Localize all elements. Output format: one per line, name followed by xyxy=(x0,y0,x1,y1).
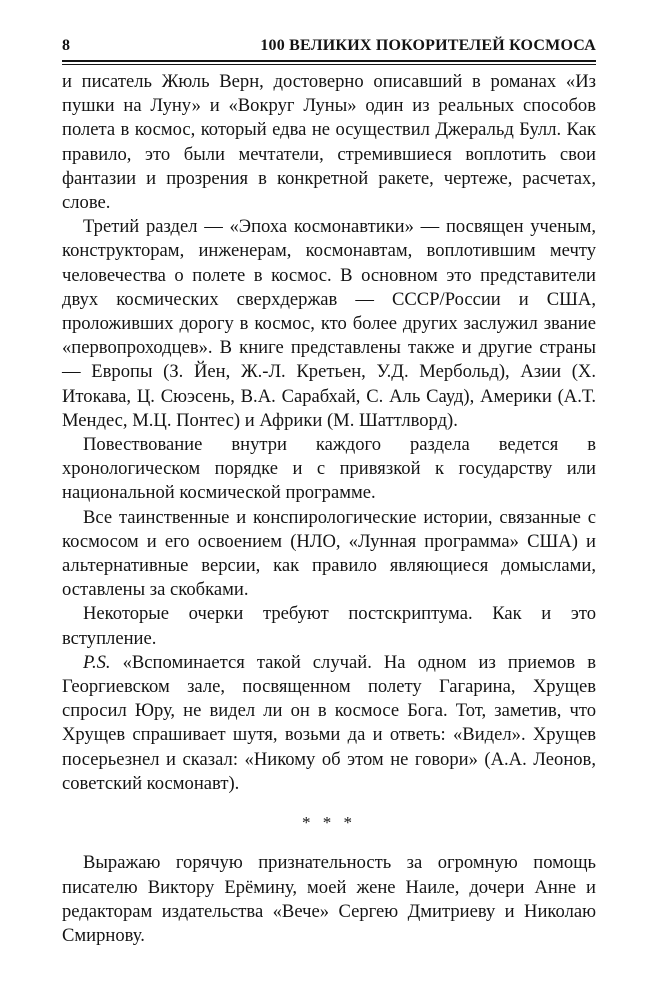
paragraph-third-section: Третий раздел — «Эпоха космонавтики» — посвящен ученым, конструкторам, инженерам, космонавтам, воплотившим мечту человечества о полете в космос. В основном это представители двух космических сверхдержав — СССР/России и США, проложивших дорогу в космос, кто более других заслужил звание «первопроходцев». В книге представлены также и другие страны — Европы (З. Йен, Ж.-Л. Кретьен, У.Д. Мербольд), Азии (Х. Итокава, Ц. Сюэсень, В.А. Сарабхай, С. Аль Сауд), Америки (А.Т. Мендес, М.Ц. Понтес) и Африки (М. Шаттлворд). xyxy=(62,216,596,431)
postscript-label: P.S. xyxy=(83,651,111,673)
paragraph-postscript-intro: Некоторые очерки требуют постскриптума. Как и это вступление. xyxy=(62,603,596,649)
body-text xyxy=(62,70,596,948)
section-separator: * * * xyxy=(302,813,356,833)
postscript-text: «Вспоминается такой случай. На одном из приемов в Георгиевском зале, посвященном полету Гагарина, Хрущев спросил Юру, не видел ли он в космосе Бога. Тот, заметив, что Хрущев спрашивает шутя, возьми да и ответь: «Видел». Хрущев посерьезнел и сказал: «Никому об этом не говори» (А.А. Леонов, советский космонавт). xyxy=(62,651,596,794)
page-number: 8 xyxy=(62,37,71,54)
paragraph-postscript xyxy=(62,651,596,796)
paragraph-narrative-order: Повествование внутри каждого раздела ведется в хронологическом порядке и с привязкой к государству или национальной космической программе. xyxy=(62,434,596,504)
paragraph-conspiracy: Все таинственные и конспирологические истории, связанные с космосом и его освоением (НЛО, «Лунная программа» США) и альтернативные версии, как правило являющиеся домыслами, оставлены за скобками. xyxy=(62,506,596,601)
header-rule-thin xyxy=(62,64,596,65)
header-rule-thick xyxy=(62,60,596,62)
paragraph-acknowledgement: Выражаю горячую признательность за огромную помощь писателю Виктору Ерёмину, моей жене Наиле, дочери Анне и редакторам издательства «Вече» Сергею Дмитриеву и Николаю Смирнову. xyxy=(62,852,596,946)
running-header xyxy=(62,37,596,59)
running-title: 100 ВЕЛИКИХ ПОКОРИТЕЛЕЙ КОСМОСА xyxy=(260,37,596,54)
paragraph-continuation: и писатель Жюль Верн, достоверно описавший в романах «Из пушки на Луну» и «Вокруг Луны» один из реальных способов полета в космос, который едва не осуществил Джеральд Булл. Как правило, это были мечтатели, стремившиеся воплотить свои фантазии и прозрения в конкретной ракете, чертеже, расчетах, слове. xyxy=(62,71,596,214)
